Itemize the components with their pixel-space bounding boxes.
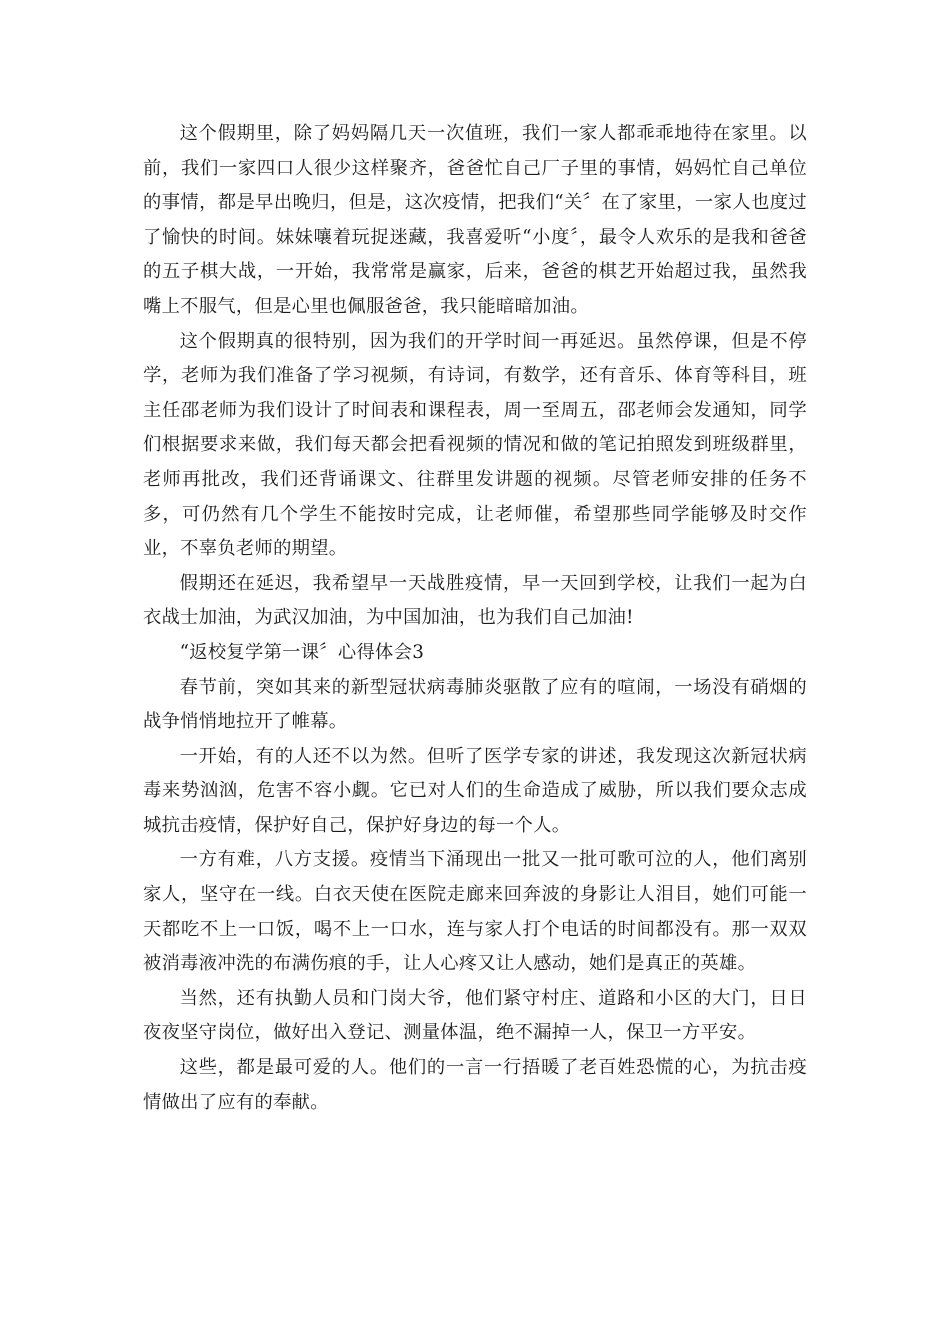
paragraph-hope: 假期还在延迟，我希望早一天战胜疫情，早一天回到学校，让我们一起为白衣战士加油，为武汉加油，为中国加油，也为我们自己加油! bbox=[143, 572, 807, 629]
paragraph-guards: 当然，还有执勤人员和门岗大爷，他们紧守村庄、道路和小区的大门，日日夜夜坚守岗位，做好出入登记、测量体温，绝不漏掉一人，保卫一方平安。 bbox=[143, 987, 807, 1044]
paragraph-conclusion: 这些，都是最可爱的人。他们的一言一行捂暖了老百姓恐慌的心，为抗击疫情做出了应有的奉献。 bbox=[143, 1057, 807, 1113]
paragraph-family-time: 这个假期里，除了妈妈隔几天一次值班，我们一家人都乖乖地待在家里。以前，我们一家四口人很少这样聚齐，爸爸忙自己厂子里的事情，妈妈忙自己单位的事情，都是早出晚归，但是，这次疫情，把我们“关〞在了家里，一家人也度过了愉快的时间。妹妹嚷着玩捉迷藏，我喜爱听“小度〞，最令人欢乐的是我和爸爸的五子棋大战，一开始，我常常是赢家，后来，爸爸的棋艺开始超过我，虽然我嘴上不服气，但是心里也佩服爸爸，我只能暗暗加油。 bbox=[143, 123, 807, 317]
paragraph-medical-workers: 一方有难，八方支援。疫情当下涌现出一批又一批可歌可泣的人，他们离别家人，坚守在一线。白衣天使在医院走廊来回奔波的身影让人泪目，她们可能一天都吃不上一口饭，喝不上一口水，连与家人打个电话的时间都没有。那一双双被消毒液冲洗的布满伤痕的手，让人心疼又让人感动，她们是真正的英雄。 bbox=[143, 849, 807, 975]
paragraph-experts: 一开始，有的人还不以为然。但听了医学专家的讲述，我发现这次新冠状病毒来势汹汹，危害不容小觑。它已对人们的生命造成了威胁，所以我们要众志成城抗击疫情，保护好自己，保护好身边的每一个人。 bbox=[143, 745, 807, 836]
paragraph-outbreak: 春节前，突如其来的新型冠状病毒肺炎驱散了应有的喧闹，一场没有硝烟的战争悄悄地拉开了帷幕。 bbox=[143, 676, 807, 733]
document-page bbox=[143, 117, 807, 1120]
section-title: “返校复学第一课〞心得体会3 bbox=[179, 641, 425, 663]
paragraph-online-learning: 这个假期真的很特别，因为我们的开学时间一再延迟。虽然停课，但是不停学，老师为我们准备了学习视频，有诗词，有数学，还有音乐、体育等科目，班主任邵老师为我们设计了时间表和课程表，周一至周五，邵老师会发通知，同学们根据要求来做，我们每天都会把看视频的情况和做的笔记拍照发到班级群里，老师再批改，我们还背诵课文、往群里发讲题的视频。尽管老师安排的任务不多，可仍然有几个学生不能按时完成，让老师催，希望那些同学能够及时交作业，不辜负老师的期望。 bbox=[143, 330, 807, 560]
